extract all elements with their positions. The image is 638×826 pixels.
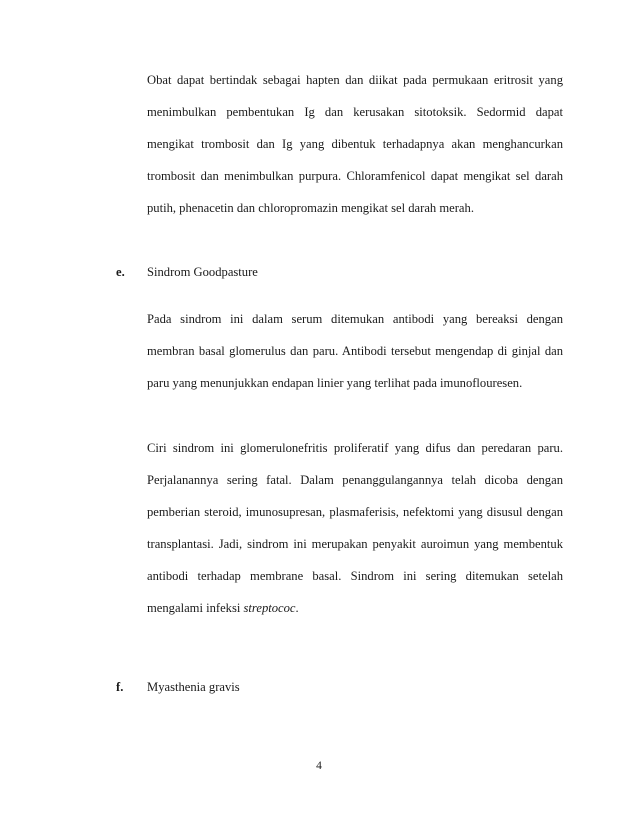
paragraph-goodpasture-characteristics [147, 432, 563, 624]
section-f-title: Myasthenia gravis [147, 680, 240, 694]
section-e-marker: e. [116, 265, 125, 279]
paragraph-goodpasture-antibody: Pada sindrom ini dalam serum ditemukan antibodi yang bereaksi dengan membran basal glomerulus dan paru. Antibodi tersebut mengendap di ginjal dan paru yang menunjukkan endapan linier yang terlihat pada imunoflouresen. [147, 312, 563, 390]
paragraph-goodpasture-text: Ciri sindrom ini glomerulonefritis proliferatif yang difus dan peredaran paru. Perjalanannya sering fatal. Dalam penanggulangannya telah dicoba dengan pemberian steroid, imunosupresan, plasmaferisis, nefektomi yang disusul dengan transplantasi. Jadi, sindrom ini merupakan penyakit auroimun yang membentuk antibodi terhadap membrane basal. Sindrom ini sering ditemukan setelah mengalami infeksi [147, 441, 563, 615]
paragraph-end-punctuation: . [295, 601, 299, 615]
page-number: 4 [316, 760, 322, 772]
section-f-marker: f. [116, 680, 124, 694]
section-e-title: Sindrom Goodpasture [147, 265, 258, 279]
italic-streptococ: streptococ [243, 601, 296, 615]
paragraph-drug-hapten: Obat dapat bertindak sebagai hapten dan diikat pada permukaan eritrosit yang menimbulkan pembentukan Ig dan kerusakan sitotoksik. Sedormid dapat mengikat trombosit dan Ig yang dibentuk terhadapnya akan menghancurkan trombosit dan menimbulkan purpura. Chloramfenicol dapat mengikat sel darah putih, phenacetin dan chloropromazin mengikat sel darah merah. [147, 73, 563, 215]
